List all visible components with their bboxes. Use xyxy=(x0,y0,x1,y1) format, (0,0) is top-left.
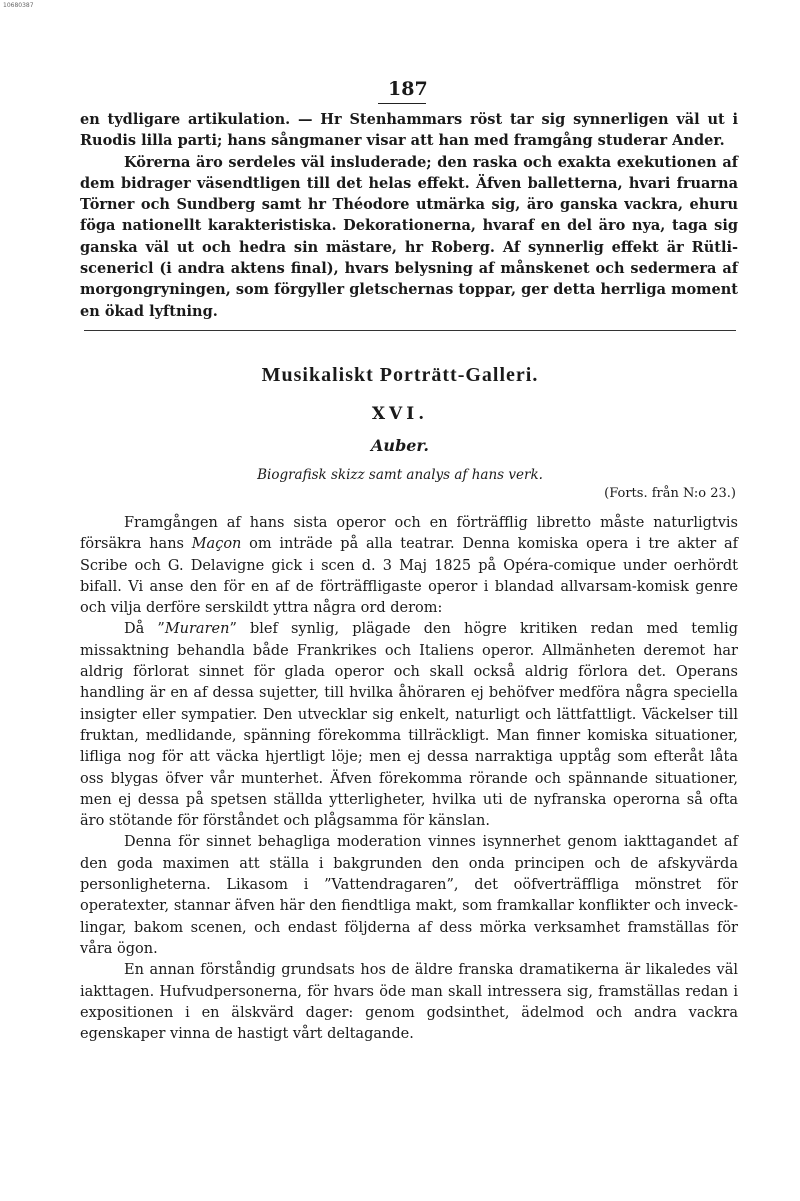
article-subtitle: Biografisk skizz samt analys af hans verk. xyxy=(257,467,543,483)
article-subject: Auber. xyxy=(371,436,429,455)
article-paragraph-3 xyxy=(80,832,738,960)
intro-paragraph-2: Körerna äro serdeles väl insluderade; den raska och exakta exekutionen af dem bidrager väsendtligen till det helas effekt. Äfven balletterna, hvari fruarna Törner och Sundberg samt hr Théodore utmärka sig, äro ganska vackra, ehuru föga nationellt karakteristiska. Dekorationerna, hvaraf en del äro nya, taga sig ganska väl ut och hedra sin mästare, hr Roberg. Af synnerlig effekt är Rütli-scenericl (i andra aktens final), hvars belysning af månskenet och sedermera af morgongryningen, som förgyller gletschernas toppar, ger detta herrliga moment en ökad lyftning. xyxy=(80,153,738,320)
page-id-label: 10680387 xyxy=(3,2,34,9)
article-paragraph-1 xyxy=(80,513,738,619)
continuation-note: (Forts. från N:o 23.) xyxy=(604,486,736,501)
article-title: Musikaliskt Porträtt-Galleri. xyxy=(261,364,539,386)
paragraph-text: om inträde på alla teatrar. Denna komiska opera i tre akter af Scribe och G. Delavigne gick i scen d. 3 Maj 1825 på Opéra-comique under oerhördt bifall. Vi anse den för en af de förträffligaste operor i blandad allvarsam-komisk genre och vilja derföre serskildt yttra några ord derom: xyxy=(80,536,738,617)
article-numeral: XVI. xyxy=(371,404,429,424)
intro-paragraph-1: en tydligare artikulation. — Hr Stenhammars röst tar sig synnerligen väl ut i Ruodis lilla parti; hans sångmaner visar att han med framgång studerar Ander. xyxy=(80,111,738,150)
article-paragraph-2 xyxy=(80,619,738,832)
section-divider xyxy=(84,330,736,331)
opera-title: Muraren xyxy=(164,621,230,638)
article-paragraph-4 xyxy=(80,960,738,1045)
opera-title: Maçon xyxy=(191,536,242,553)
page-number: 187 xyxy=(388,78,428,100)
paragraph-text: Framgången af hans sista operor och en förträfflig libretto måste naturligtvis försäkra hans xyxy=(80,515,738,553)
page-number-rule xyxy=(378,103,426,104)
paragraph-text: ” blef synlig, plägade den högre kritiken redan med temlig missaktning behandla både Frankrikes och Italiens operor. Allmänheten deremot har aldrig förlorat sinnet för glada operor och skall också aldrig förlora det. Operans handling är en af dessa sujetter, till hvilka åhöraren ej behöfver medföra några speciella insigter eller sympatier. Den utvecklar sig enkelt, naturligt och lättfattligt. Väckelser till fruktan, medlidande, spänning förekomma tillräckligt. Man finner komiska situationer, lifliga nog för att väcka hjertligt löje; men ej dessa narraktiga upptåg som efteråt låta oss blygas öfver vår munterhet. Äfven förekomma rörande och spännande situationer, men ej dessa på spetsen ställda ytterligheter, hvilka uti de nyfranska operorna så ofta äro stötande för förståndet och plågsamma för känslan. xyxy=(80,621,738,830)
paragraph-text: En annan förståndig grundsats hos de äldre franska dramatikerna är likaledes väl iakttagen. Hufvudpersonerna, för hvars öde man skall intressera sig, framställas redan i expositionen i en älskvärd dager: genom godsinthet, ädelmod och andra vackra egenskaper vinna de hastigt vårt deltagande. xyxy=(80,962,738,1043)
article-body xyxy=(80,513,738,1045)
intro-text xyxy=(80,109,738,322)
paragraph-text: Då ” xyxy=(124,621,165,638)
paragraph-text: Denna för sinnet behagliga moderation vinnes isynnerhet genom iakttagandet af den goda maximen att ställa i bakgrunden den onda principen och de afskyvärda personligheterna. Likasom i ”Vattendragaren”, det oöfverträffliga mönstret för operatexter, stannar äfven här den fiendtliga makt, som framkallar konflikter och invecklingar, bakom scenen, och endast följderna af dess mörka verksamhet framställas för våra ögon. xyxy=(80,834,738,957)
